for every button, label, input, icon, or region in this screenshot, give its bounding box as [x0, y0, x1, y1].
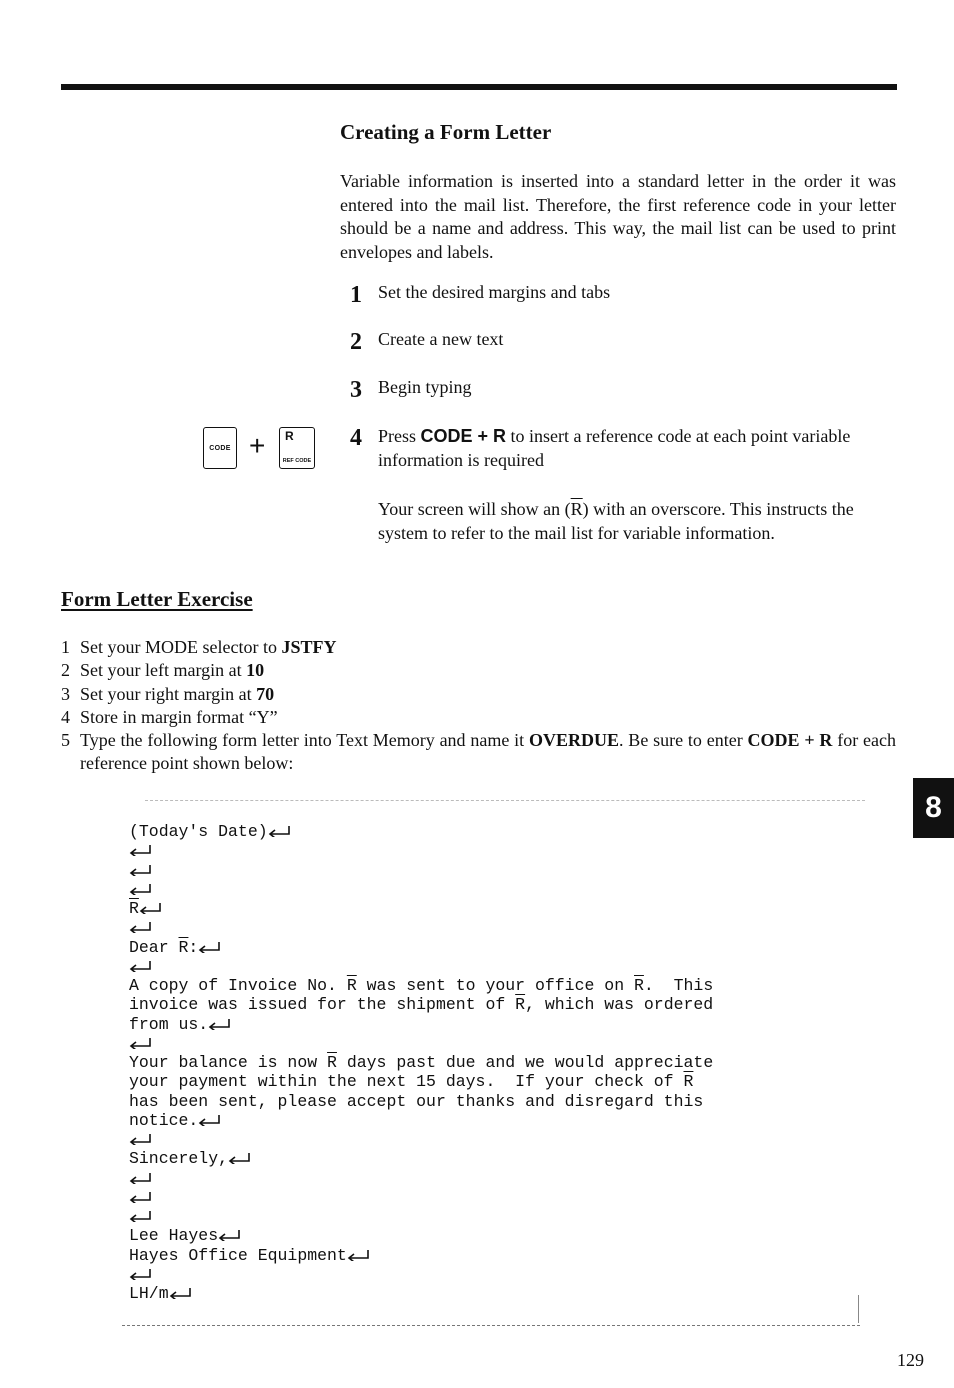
form-letter — [129, 822, 713, 1303]
list-item: 4 Store in margin format “Y” — [61, 706, 278, 727]
return-icon — [139, 902, 163, 914]
return-icon — [129, 1191, 153, 1203]
reference-code: $\overline{R}$ — [178, 937, 189, 957]
letter-line: Lee Hayes — [129, 1226, 713, 1245]
step-text: Create a new text — [378, 329, 504, 349]
letter-line — [129, 957, 713, 976]
return-icon — [198, 1114, 222, 1126]
return-icon — [129, 1037, 153, 1049]
letter-line — [129, 918, 713, 937]
letter-line — [129, 1207, 713, 1226]
divider-top — [145, 800, 865, 801]
return-icon — [129, 864, 153, 876]
letter-line: Sincerely, — [129, 1149, 713, 1168]
return-icon — [228, 1152, 252, 1164]
list-item: 5 Type the following form letter into Text Memory and name it OVERDUE. Be sure to enter CODE + R for each reference point shown below: — [61, 730, 897, 774]
list-item: 1 Set your MODE selector to JSTFY — [61, 637, 337, 657]
return-icon — [129, 1210, 153, 1222]
return-icon — [198, 941, 222, 953]
page-number: 129 — [897, 1350, 924, 1370]
return-icon — [129, 1268, 153, 1280]
return-icon — [268, 825, 292, 837]
step-number: 4 — [350, 425, 362, 451]
step-4 — [350, 425, 878, 472]
return-icon — [129, 883, 153, 895]
letter-line — [129, 1265, 713, 1284]
step-3 — [350, 377, 472, 404]
letter-line — [129, 1188, 713, 1207]
intro-paragraph: Variable information is inserted into a standard letter in the order it was entered into the mail list. Therefore, the first reference code in your letter should be a name and address. This way, the mail list can be used to print envelopes and labels. — [340, 171, 896, 262]
exercise-list — [61, 636, 896, 776]
code-key-label: CODE — [209, 445, 231, 452]
letter-line — [129, 841, 713, 860]
letter-line: A copy of Invoice No. $\overline{R}$ was sent to your office on $\overline{R}$. This — [129, 976, 714, 995]
letter-line: has been sent, please accept our thanks and disregard this — [129, 1091, 704, 1111]
return-icon — [129, 1172, 153, 1184]
return-icon — [129, 844, 153, 856]
plus-sign: + — [249, 430, 266, 461]
letter-line — [129, 899, 713, 918]
return-icon — [129, 1133, 153, 1145]
step-1 — [350, 282, 610, 309]
step-number: 2 — [350, 329, 362, 355]
letter-line: Your balance is now $\overline{R}$ days past due and we would appreciate — [129, 1053, 714, 1072]
letter-line: your payment within the next 15 days. If your check of $\overline{R}$ — [129, 1072, 694, 1092]
divider-bottom — [122, 1325, 860, 1326]
reference-code: $\overline{R}$ — [515, 995, 526, 1015]
letter-line — [129, 1034, 713, 1053]
letter-line: LH/m — [129, 1284, 713, 1303]
letter-line — [129, 880, 713, 899]
code-key-icon — [203, 427, 237, 469]
return-icon — [208, 1018, 232, 1030]
return-icon — [129, 960, 153, 972]
section-title: Creating a Form Letter — [340, 120, 552, 144]
letter-line: (Today's Date) — [129, 822, 713, 841]
letter-line — [129, 1130, 713, 1149]
chapter-tab: 8 — [913, 778, 954, 838]
top-rule — [61, 84, 897, 90]
reference-code: $\overline{R}$ — [346, 976, 357, 995]
r-key-sublabel: REF CODE — [282, 458, 312, 464]
r-key-icon — [279, 427, 315, 469]
right-border-tick — [858, 1295, 859, 1323]
exercise-title: Form Letter Exercise — [61, 587, 253, 611]
letter-line: from us. — [129, 1015, 713, 1034]
letter-line: Hayes Office Equipment — [129, 1246, 713, 1265]
letter-line: notice. — [129, 1111, 713, 1130]
return-icon — [169, 1287, 193, 1299]
screen-note: Your screen will show an $(\overline{R})$ with an overscore. This instructs the system to refer to the mail list for variable information. — [378, 499, 854, 543]
reference-code: $\overline{R}$ — [129, 899, 139, 918]
list-item: 3 Set your right margin at 70 — [61, 683, 275, 704]
return-icon — [347, 1249, 371, 1261]
letter-line — [129, 861, 713, 880]
letter-line: Dear $\overline{R}$: — [129, 938, 713, 957]
reference-code: $\overline{R}$ — [634, 976, 644, 995]
letter-line: invoice was issued for the shipment of $\overline{R}$, which was ordered — [129, 995, 714, 1015]
reference-code: $\overline{R}$ — [683, 1072, 694, 1092]
step-text: Begin typing — [378, 377, 472, 397]
step-text: Press CODE + R to insert a reference code at each point variable information is required — [378, 426, 851, 470]
step-2 — [350, 329, 503, 356]
step-number: 3 — [350, 377, 362, 403]
r-key-label: R — [285, 429, 294, 443]
step-text: Set the desired margins and tabs — [378, 282, 611, 302]
letter-line — [129, 1169, 713, 1188]
step-number: 1 — [350, 282, 362, 308]
return-icon — [129, 921, 153, 933]
reference-code: $\overline{R}$ — [327, 1053, 337, 1072]
key-combo-text: CODE + R — [420, 426, 507, 446]
overscored-r: $\overline{R}$ — [570, 499, 583, 519]
list-item: 2 Set your left margin at 10 — [61, 660, 265, 681]
return-icon — [218, 1229, 242, 1241]
